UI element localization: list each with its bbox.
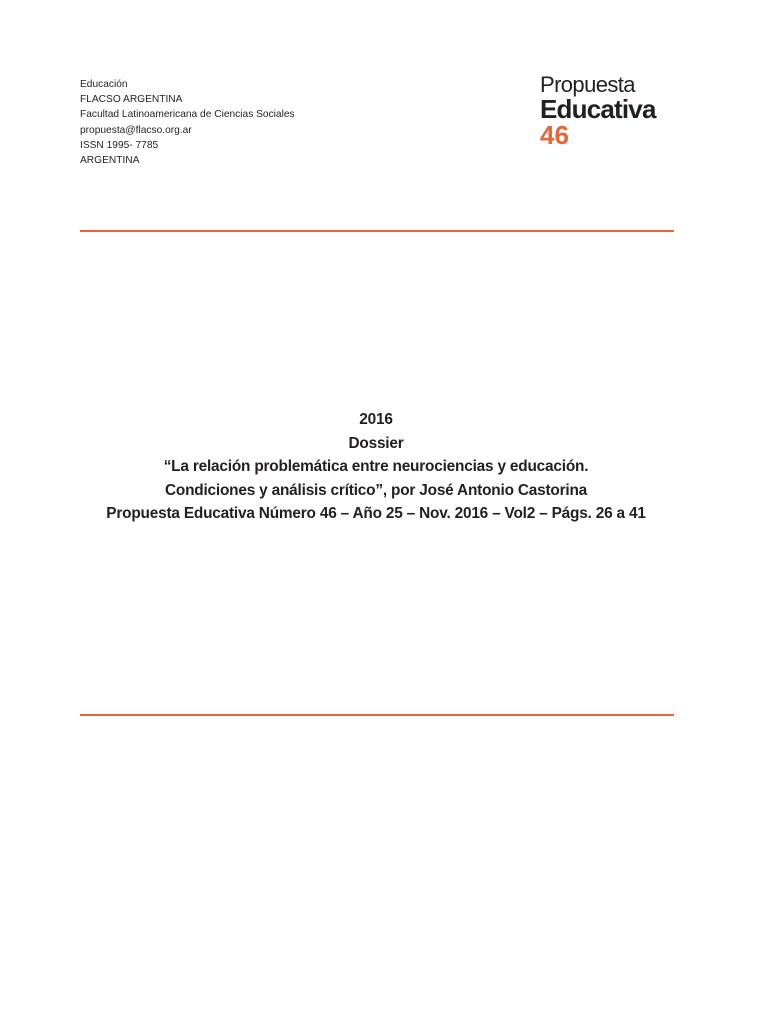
- citation-title-line1: “La relación problemática entre neurociencias y educación.: [163, 458, 589, 475]
- bottom-divider: [80, 714, 674, 716]
- top-divider: [80, 230, 674, 232]
- citation-block: [0, 408, 752, 526]
- publisher-info: [80, 77, 295, 168]
- publisher-line-email: propuesta@flacso.org.ar: [80, 124, 192, 136]
- citation-section: Dossier: [348, 434, 404, 452]
- publisher-line-issn: ISSN 1995- 7785: [80, 139, 159, 151]
- logo-issue-number: 46: [540, 120, 569, 150]
- publisher-line-country: ARGENTINA: [80, 155, 140, 167]
- logo-propuesta: Propuesta: [540, 72, 635, 97]
- journal-logo: [540, 74, 656, 148]
- publisher-line-flacso: FLACSO ARGENTINA: [80, 94, 183, 106]
- publisher-line-education: Educación: [80, 79, 128, 90]
- citation-reference: Propuesta Educativa Número 46 – Año 25 – Nov. 2016 – Vol2 – Págs. 26 a 41: [106, 505, 646, 522]
- logo-educativa: Educativa: [540, 94, 656, 124]
- citation-year: 2016: [359, 411, 393, 428]
- citation-title-line2: Condiciones y análisis crítico”, por José Antonio Castorina: [164, 481, 588, 499]
- publisher-line-faculty: Facultad Latinoamericana de Ciencias Sociales: [80, 109, 295, 121]
